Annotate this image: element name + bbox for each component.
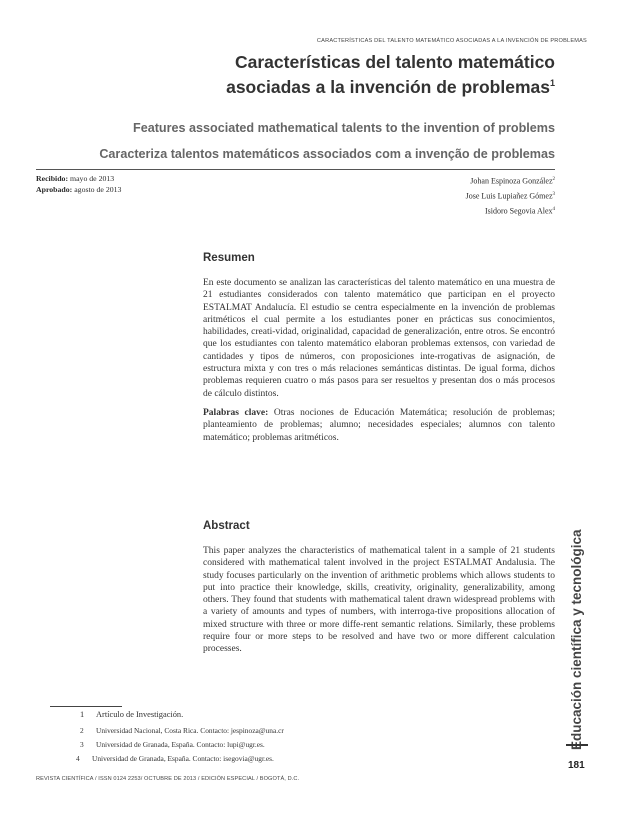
submission-dates xyxy=(36,173,121,195)
title-line-2-text: asociadas a la invención de problemas xyxy=(226,76,550,97)
resumen-line: vidad, originalidad, capacidad de generalización, entre otros. Se encontró xyxy=(275,327,555,338)
resumen-line: que participan en el proyecto ESTALMAT Andalucía. El estudio se centra xyxy=(203,290,555,313)
received-date xyxy=(36,173,121,184)
keywords-label: Palabras clave: xyxy=(203,407,269,418)
abstract-line: rent semantic relations. Similarly, these problems require four or more xyxy=(203,619,556,643)
author-name: Jose Luis Lupiañez Gómez xyxy=(465,191,553,201)
abstract-line: steps to be resolved and have two or more different calculation processes. xyxy=(203,632,556,655)
author xyxy=(466,173,555,188)
footnote-number: 1 xyxy=(80,710,85,719)
abstract-paragraph xyxy=(203,545,555,656)
footnote xyxy=(80,726,284,735)
resumen-line: que los estudiantes con talento matemático elaboran problemas extensos, xyxy=(203,339,490,350)
author-mark: 2 xyxy=(552,177,555,182)
approved-label: Aprobado: xyxy=(36,185,73,194)
resumen-line: en una muestra de 21 estudiantes considerados con talento matemático xyxy=(203,278,555,301)
resumen-line: En este documento se analizan las características del talento matemático xyxy=(203,278,482,288)
page-number: 181 xyxy=(568,760,585,771)
article-title xyxy=(135,52,555,98)
author xyxy=(466,203,555,218)
abstract-line: of 21 students considered with mathematical talent involved in the project xyxy=(203,546,556,569)
resumen-line: rrogativas de asignación, de estructura mixta y con tres o más relaciones xyxy=(203,351,555,375)
author-list xyxy=(466,173,555,218)
received-value: mayo de 2013 xyxy=(70,174,115,183)
title-footnote-mark: 1 xyxy=(549,78,555,88)
title-line-1: Características del talento matemático xyxy=(235,52,555,72)
resumen-line: o más pasos para ser resueltos y presentan dos o más procesos de cálculo xyxy=(203,376,555,399)
keywords-paragraph xyxy=(203,407,555,444)
footnote xyxy=(80,710,183,719)
resumen-line: los estudiantes poner en prácticas sus conocimientos, habilidades, creati- xyxy=(203,314,556,338)
footnote xyxy=(80,740,265,749)
footnote-text: Universidad Nacional, Costa Rica. Contacto: jespinoza@una.cr xyxy=(96,726,284,735)
abstract-line: tive propositions allocation of mixed structure with three or more diffe- xyxy=(203,607,555,630)
resumen-line: semánticas distintas. De igual forma, dichos problemas requieren cuatro xyxy=(203,364,555,387)
running-head: CARACTERÍSTICAS DEL TALENTO MATEMÁTICO ASOCIADAS A LA INVENCIÓN DE PROBLEMAS xyxy=(316,38,587,44)
resumen-line: distintos. xyxy=(244,388,279,399)
footnote-text: Universidad de Granada, España. Contacto: isegovia@ugr.es. xyxy=(92,754,274,763)
author xyxy=(466,188,555,203)
approved-value: agosto de 2013 xyxy=(74,185,122,194)
header-divider xyxy=(36,169,555,170)
sidebar-rule xyxy=(566,744,588,746)
keywords-line: Otras nociones de Educación Matemática; resolución de xyxy=(268,407,508,418)
resumen-line: con variedad de cantidades y tipos de números, con proposiciones inte- xyxy=(203,339,556,362)
author-mark: 4 xyxy=(552,207,555,213)
footnote-text: Artículo de Investigación. xyxy=(96,710,184,719)
resumen-paragraph xyxy=(203,277,555,400)
footnote-number: 4 xyxy=(76,754,80,763)
abstract-heading: Abstract xyxy=(203,520,250,532)
received-label: Recibido: xyxy=(36,174,69,183)
keywords-line: alumnos con talento matemático; problemas aritméticos. xyxy=(203,420,556,443)
abstract-line: ESTALMAT Andalusia. The study focuses particularly on the invention xyxy=(203,558,555,581)
abstract-line: problems with a variety of amounts and types of numbers, with interroga- xyxy=(203,595,555,618)
abstract-line: They found that students with mathematical talent drawn widespread xyxy=(231,595,498,606)
footnote-divider xyxy=(50,706,122,707)
subtitle-english: Features associated mathematical talents to the invention of problems xyxy=(133,121,555,135)
abstract-body xyxy=(203,545,555,656)
author-name: Johan Espinoza González xyxy=(470,176,553,186)
title-line-2 xyxy=(135,73,555,98)
author-name: Isidoro Segovia Alex xyxy=(484,206,553,216)
keywords-line: problemas; planteamiento de problemas; alumno; necesidades especiales; xyxy=(203,407,555,431)
footnote-number: 3 xyxy=(80,740,84,749)
author-mark: 3 xyxy=(552,192,555,198)
section-label: Educación científica y tecnológica xyxy=(569,529,584,750)
approved-date xyxy=(36,184,121,195)
abstract-line: This paper analyzes the characteristics of mathematical talent in a sample xyxy=(203,546,496,556)
footnote xyxy=(76,754,274,763)
subtitle-portuguese: Caracteriza talentos matemáticos associados com a invenção de problemas xyxy=(99,147,555,161)
section-sidebar xyxy=(566,486,590,750)
journal-footer: REVISTA CIENTÍFICA / ISSN 0124 2253/ OCTUBRE DE 2013 / EDICIÓN ESPECIAL / BOGOTÁ, D.C. xyxy=(36,776,300,782)
resumen-body xyxy=(203,277,555,444)
footnote-number: 2 xyxy=(80,726,84,735)
abstract-line: knowledge, skills, creativity, originality, generalizability, among others. xyxy=(203,582,556,606)
resumen-heading: Resumen xyxy=(203,252,255,264)
resumen-line: especialmente en la invención de problemas aritméticos el cual permite a xyxy=(203,302,555,325)
footnote-text: Universidad de Granada, España. Contacto: lupi@ugr.es. xyxy=(96,740,265,749)
abstract-line: of arithmetic problems which allows students to put into practice their xyxy=(203,570,556,593)
